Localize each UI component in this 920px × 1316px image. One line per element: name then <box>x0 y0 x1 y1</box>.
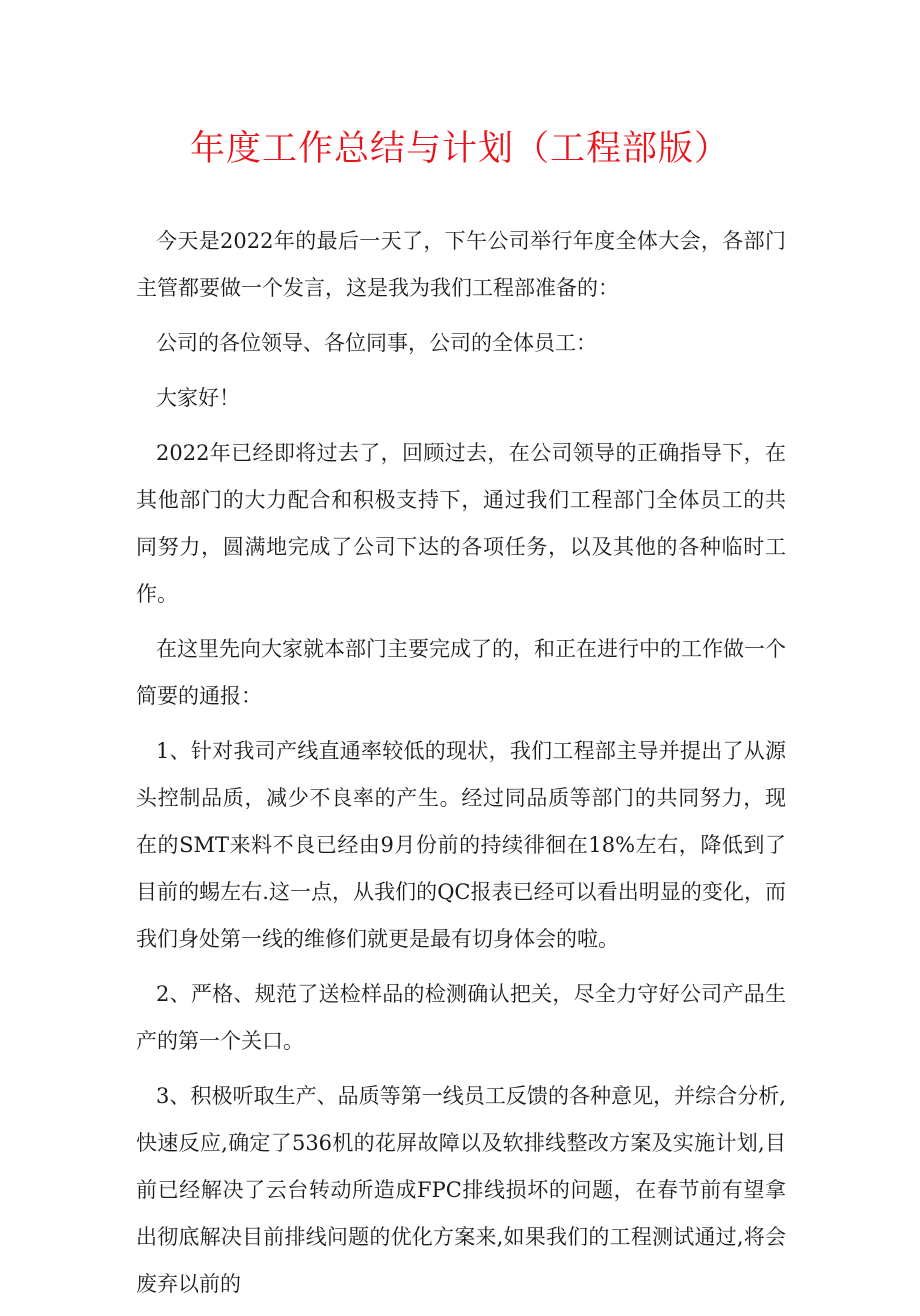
paragraph-salutation: 公司的各位领导、各位同事，公司的全体员工： <box>156 331 597 355</box>
paragraph-intro-report: 在这里先向大家就本部门主要完成了的，和正在进行中的工作做一个简要的通报： <box>136 637 786 708</box>
paragraph-item-1: 1、针对我司产线直通率较低的现状，我们工程部主导并提出了从源头控制品质，减少不良率的产生。经过同品质等部门的共同努力，现在的SMT来料不良已经由9月份前的持续徘徊在18%左右，降低到了目前的蜴左右.这一点，从我们的QC报表已经可以看出明显的变化，而我们身处第一线的维修们就更是最有切身体会的啦。 <box>136 739 786 951</box>
document-body <box>136 218 786 1316</box>
paragraph-greeting: 大家好！ <box>156 386 240 410</box>
paragraph-item-2: 2、严格、规范了送检样品的检测确认把关，尽全力守好公司产品生产的第一个关口。 <box>136 982 786 1053</box>
document-title: 年度工作总结与计划（工程部版） <box>189 129 730 169</box>
paragraph-item-3: 3、积极听取生产、品质等第一线员工反馈的各种意见，并综合分析,快速反应,确定了536机的花屏故障以及软排线整改方案及实施计划,目前已经解决了云台转动所造成FPC排线损坏的问题，在春节前有望拿出彻底解决目前排线问题的优化方案来,如果我们的工程测试通过,将会废弃以前的 <box>136 1084 786 1296</box>
paragraph-review: 2022年已经即将过去了，回顾过去，在公司领导的正确指导下，在其他部门的大力配合和积极支持下，通过我们工程部门全体员工的共同努力，圆满地完成了公司下达的各项任务，以及其他的各种临时工作。 <box>136 441 786 606</box>
paragraph-opening: 今天是2022年的最后一天了，下午公司举行年度全体大会，各部门主管都要做一个发言，这是我为我们工程部准备的： <box>136 229 786 300</box>
